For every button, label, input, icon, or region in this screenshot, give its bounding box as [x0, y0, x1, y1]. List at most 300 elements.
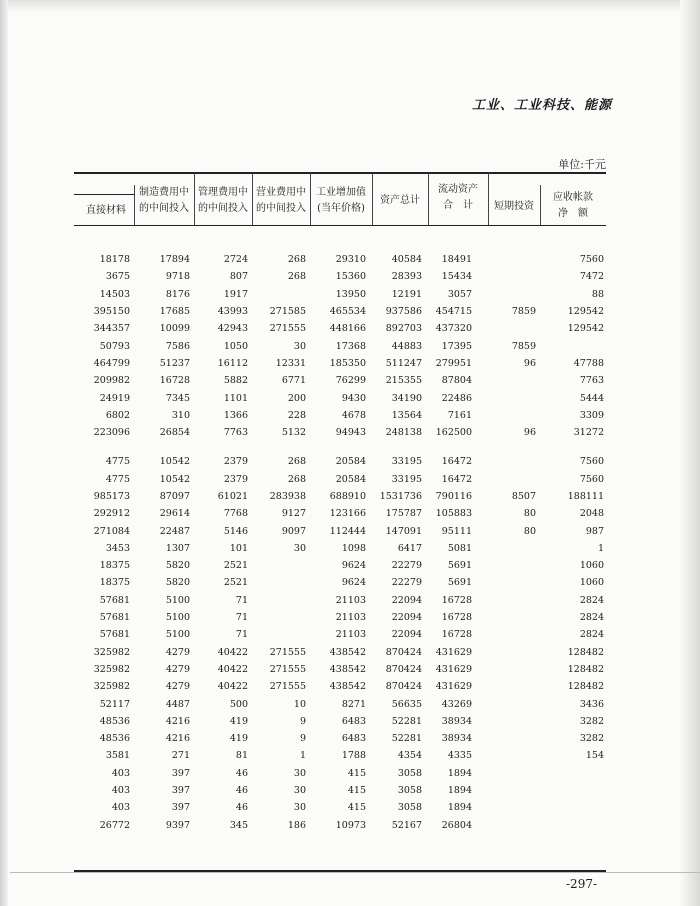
- table-cell: 16728: [441, 612, 472, 624]
- table-cell: [536, 765, 604, 782]
- table-row: [74, 471, 604, 488]
- table-cell: 51237: [159, 357, 190, 369]
- table-cell: 26854: [159, 427, 190, 439]
- table-cell: 2379: [223, 473, 248, 485]
- table-cell: 1: [597, 542, 604, 554]
- table-cell: 123166: [329, 508, 366, 520]
- table-cell: 9127: [281, 508, 306, 520]
- table-cell: 9718: [165, 271, 190, 283]
- table-cell: 3058: [397, 802, 422, 814]
- table-cell: 128482: [567, 663, 604, 675]
- table-cell: 870424: [385, 646, 422, 658]
- table-row: [74, 609, 604, 626]
- table-cell: 20584: [335, 473, 366, 485]
- table-cell: 1098: [341, 542, 366, 554]
- table-row: [74, 695, 604, 712]
- table-row: [74, 453, 604, 470]
- table-cell: 215355: [385, 375, 422, 387]
- table-cell: 7472: [579, 271, 604, 283]
- table-cell: 29310: [335, 254, 366, 266]
- table-cell: 5691: [447, 560, 472, 572]
- table-cell: 21103: [335, 629, 366, 641]
- table-cell: 397: [171, 802, 190, 814]
- page-number: -297-: [566, 877, 598, 891]
- table-cell: 8176: [165, 288, 190, 300]
- table-cell: [472, 695, 536, 712]
- table-cell: [536, 817, 604, 834]
- table-cell: 3453: [105, 542, 130, 554]
- table-cell: 21103: [335, 612, 366, 624]
- table-cell: 18178: [99, 254, 130, 266]
- table-cell: [536, 782, 604, 799]
- table-cell: 292912: [93, 508, 130, 520]
- scan-edge-top: [0, 0, 700, 12]
- table-cell: 310: [171, 409, 190, 421]
- table-cell: 17395: [441, 340, 472, 352]
- col-header-current-assets: 流动资产 合 计: [438, 184, 478, 211]
- table-cell: 7560: [579, 473, 604, 485]
- table-cell: 431629: [435, 681, 472, 693]
- table-row: [74, 522, 604, 539]
- table-cell: [472, 251, 536, 268]
- table-cell: 790116: [435, 491, 472, 502]
- table-cell: 128482: [567, 681, 604, 693]
- table-cell: 1060: [579, 560, 604, 572]
- table-cell: 271555: [269, 646, 306, 658]
- table-cell: 40584: [391, 254, 422, 266]
- table-cell: 4335: [447, 750, 472, 762]
- table-cell: 7859: [511, 306, 536, 318]
- table-cell: 807: [229, 271, 248, 283]
- table-cell: 437320: [435, 323, 472, 335]
- col-header-total-assets: 资产总计: [380, 195, 420, 206]
- table-row: [74, 661, 604, 678]
- table-sub-rule: [74, 194, 134, 195]
- table-cell: [472, 471, 536, 488]
- table-cell: [472, 453, 536, 470]
- table-cell: 101: [229, 542, 248, 554]
- table-cell: 1366: [223, 409, 248, 421]
- table-cell: 395150: [93, 306, 130, 318]
- table-cell: 30: [293, 802, 306, 814]
- table-cell: 40422: [217, 663, 248, 675]
- table-cell: 18375: [99, 560, 130, 572]
- unit-label: 单位:千元: [558, 158, 606, 171]
- table-cell: 688910: [329, 491, 366, 502]
- table-cell: 87097: [159, 491, 190, 502]
- table-cell: [472, 661, 536, 678]
- table-cell: 57681: [99, 612, 130, 624]
- table-cell: 56635: [391, 698, 422, 710]
- table-cell: 188111: [567, 491, 604, 502]
- table-cell: 33195: [391, 473, 422, 485]
- table-cell: 52281: [391, 715, 422, 727]
- table-cell: 1894: [447, 785, 472, 797]
- table-cell: 2521: [223, 577, 248, 589]
- table-cell: 4354: [397, 750, 422, 762]
- table-cell: 415: [347, 802, 366, 814]
- table-cell: 40422: [217, 646, 248, 658]
- table-cell: [472, 389, 536, 406]
- table-cell: 57681: [99, 594, 130, 606]
- table-cell: 128482: [567, 646, 604, 658]
- table-cell: [536, 337, 604, 354]
- table-cell: 95111: [441, 525, 472, 537]
- col-header-receivables: 应收帐款 净 额: [553, 192, 593, 219]
- table-cell: 448166: [329, 323, 366, 335]
- table-cell: 16728: [441, 629, 472, 641]
- table-row: [74, 268, 604, 285]
- table-cell: 6483: [341, 733, 366, 745]
- table-cell: 438542: [329, 663, 366, 675]
- table-cell: 71: [235, 629, 248, 641]
- table-cell: 26804: [441, 819, 472, 831]
- table-cell: [472, 678, 536, 695]
- table-cell: 1307: [165, 542, 190, 554]
- table-cell: 4216: [165, 715, 190, 727]
- table-cell: 112444: [329, 525, 366, 537]
- table-cell: 38934: [441, 715, 472, 727]
- table-cell: 4279: [165, 663, 190, 675]
- table-cell: 17368: [335, 340, 366, 352]
- table-cell: 465534: [329, 306, 366, 318]
- table-cell: 10542: [159, 473, 190, 485]
- table-cell: 3057: [447, 288, 472, 300]
- col-header-direct-materials: 直接材料: [86, 205, 126, 216]
- table-row: [74, 355, 604, 372]
- table-cell: 1101: [223, 392, 248, 404]
- table-cell: 30: [293, 340, 306, 352]
- table-cell: 985173: [93, 491, 130, 502]
- table-cell: 43269: [441, 698, 472, 710]
- table-cell: [472, 626, 536, 643]
- table-cell: 987: [585, 525, 604, 537]
- table-cell: 38934: [441, 733, 472, 745]
- table-cell: 271: [171, 750, 190, 762]
- table-cell: [472, 592, 536, 609]
- table-cell: 22094: [391, 594, 422, 606]
- table-row: [74, 372, 604, 389]
- table-cell: [472, 574, 536, 591]
- table-cell: 223096: [93, 427, 130, 439]
- table-cell: 2824: [579, 629, 604, 641]
- table-cell: 18491: [441, 254, 472, 266]
- table-row: [74, 389, 604, 406]
- table-cell: 10: [293, 698, 306, 710]
- table-row: [74, 407, 604, 424]
- table-cell: 129542: [567, 306, 604, 318]
- table-cell: [472, 747, 536, 764]
- table-cell: 870424: [385, 681, 422, 693]
- table-cell: 22094: [391, 612, 422, 624]
- table-cell: 7763: [579, 375, 604, 387]
- table-cell: 22486: [441, 392, 472, 404]
- table-cell: 13950: [335, 288, 366, 300]
- table-cell: 2824: [579, 594, 604, 606]
- table-cell: 4216: [165, 733, 190, 745]
- table-cell: 29614: [159, 508, 190, 520]
- table-cell: 209982: [93, 375, 130, 387]
- table-cell: 16472: [441, 456, 472, 468]
- table-cell: 15434: [441, 271, 472, 283]
- table-row: [74, 644, 604, 661]
- table-cell: 2824: [579, 612, 604, 624]
- group-spacer: [74, 441, 604, 453]
- table-cell: 40422: [217, 681, 248, 693]
- table-cell: 4678: [341, 409, 366, 421]
- table-cell: 9: [299, 733, 306, 745]
- table-cell: 511247: [385, 357, 422, 369]
- table-cell: 9624: [341, 577, 366, 589]
- table-cell: 10973: [335, 819, 366, 831]
- table-cell: 228: [287, 409, 306, 421]
- table-cell: 454715: [435, 306, 472, 318]
- table-cell: 248138: [385, 427, 422, 439]
- table-cell: 30: [293, 767, 306, 779]
- table-cell: 71: [235, 612, 248, 624]
- table-cell: [472, 407, 536, 424]
- table-cell: 47788: [573, 357, 604, 369]
- table-cell: [472, 320, 536, 337]
- table-cell: 13564: [391, 409, 422, 421]
- table-cell: 31272: [573, 427, 604, 439]
- col-header-short-investment: 短期投资: [494, 201, 534, 212]
- table-cell: 4279: [165, 681, 190, 693]
- table-cell: 5691: [447, 577, 472, 589]
- table-cell: 415: [347, 785, 366, 797]
- table-cell: 2048: [579, 508, 604, 520]
- table-cell: 279951: [435, 357, 472, 369]
- table-cell: 1050: [223, 340, 248, 352]
- table-cell: 325982: [93, 646, 130, 658]
- data-table: [74, 251, 604, 834]
- table-cell: 271084: [93, 525, 130, 537]
- table-cell: 2724: [223, 254, 248, 266]
- table-cell: 2521: [223, 560, 248, 572]
- table-cell: 15360: [335, 271, 366, 283]
- table-cell: 325982: [93, 663, 130, 675]
- table-row: [74, 678, 604, 695]
- table-cell: 283938: [269, 491, 306, 502]
- table-cell: 1894: [447, 802, 472, 814]
- table-cell: 3436: [579, 698, 604, 710]
- table-cell: 10542: [159, 456, 190, 468]
- table-cell: 3675: [105, 271, 130, 283]
- table-cell: 5820: [165, 560, 190, 572]
- table-cell: 26772: [99, 819, 130, 831]
- table-row: [74, 424, 604, 441]
- table-row: [74, 540, 604, 557]
- table-cell: 3581: [105, 750, 130, 762]
- table-cell: 42943: [217, 323, 248, 335]
- table-cell: 268: [287, 271, 306, 283]
- table-cell: 52281: [391, 733, 422, 745]
- table-cell: [472, 730, 536, 747]
- table-cell: 7161: [447, 409, 472, 421]
- table-cell: 268: [287, 456, 306, 468]
- table-cell: [472, 782, 536, 799]
- table-row: [74, 251, 604, 268]
- table-cell: 30: [293, 785, 306, 797]
- table-cell: 403: [111, 802, 130, 814]
- table-cell: 271555: [269, 681, 306, 693]
- table-row: [74, 303, 604, 320]
- table-cell: 9: [299, 715, 306, 727]
- table-cell: 7763: [223, 427, 248, 439]
- col-header-operating: 营业费用中 的中间投入: [256, 187, 306, 214]
- table-cell: 94943: [335, 427, 366, 439]
- table-cell: 186: [287, 819, 306, 831]
- table-cell: 415: [347, 767, 366, 779]
- table-cell: 7768: [223, 508, 248, 520]
- table-cell: 8271: [341, 698, 366, 710]
- table-cell: 22279: [391, 560, 422, 572]
- table-cell: 10099: [159, 323, 190, 335]
- table-cell: 5820: [165, 577, 190, 589]
- table-cell: 1060: [579, 577, 604, 589]
- table-cell: 5100: [165, 612, 190, 624]
- table-row: [74, 592, 604, 609]
- table-cell: 87804: [441, 375, 472, 387]
- table-cell: 46: [235, 767, 248, 779]
- table-cell: 8507: [511, 491, 536, 502]
- table-cell: [248, 557, 306, 574]
- table-cell: 892703: [385, 323, 422, 335]
- table-cell: 154: [585, 750, 604, 762]
- table-cell: 96: [523, 357, 536, 369]
- table-cell: 30: [293, 542, 306, 554]
- table-cell: 271585: [269, 306, 306, 318]
- table-cell: 22487: [159, 525, 190, 537]
- table-cell: 52167: [391, 819, 422, 831]
- table-cell: 3309: [579, 409, 604, 421]
- table-cell: 7859: [511, 340, 536, 352]
- table-cell: 1531736: [379, 491, 422, 502]
- table-cell: 147091: [385, 525, 422, 537]
- table-cell: 28393: [391, 271, 422, 283]
- table-row: [74, 730, 604, 747]
- running-header: 工业、工业科技、能源: [471, 98, 612, 113]
- table-row: [74, 713, 604, 730]
- table-cell: [472, 644, 536, 661]
- scan-edge-left: [0, 0, 8, 906]
- table-cell: 1894: [447, 767, 472, 779]
- table-cell: 5132: [281, 427, 306, 439]
- table-cell: [472, 799, 536, 816]
- table-cell: 96: [523, 427, 536, 439]
- table-cell: 5100: [165, 629, 190, 641]
- table-row: [74, 286, 604, 303]
- table-cell: [248, 626, 306, 643]
- table-cell: 6417: [397, 542, 422, 554]
- table-cell: 419: [229, 733, 248, 745]
- table-cell: 12331: [275, 357, 306, 369]
- table-cell: 80: [523, 508, 536, 520]
- table-cell: 46: [235, 785, 248, 797]
- table-cell: 419: [229, 715, 248, 727]
- table-cell: 33195: [391, 456, 422, 468]
- table-cell: 1: [299, 750, 306, 762]
- table-header-rule: [74, 225, 606, 226]
- table-cell: 18375: [99, 577, 130, 589]
- table-cell: 268: [287, 473, 306, 485]
- table-top-rule: [74, 172, 606, 174]
- table-cell: 325982: [93, 681, 130, 693]
- table-cell: 48536: [99, 733, 130, 745]
- table-cell: [472, 765, 536, 782]
- table-cell: 1917: [223, 288, 248, 300]
- col-header-value-added: 工业增加值 (当年价格): [316, 187, 366, 214]
- table-cell: 16112: [217, 357, 248, 369]
- table-cell: 46: [235, 802, 248, 814]
- table-cell: 397: [171, 767, 190, 779]
- table-row: [74, 747, 604, 764]
- table-row: [74, 817, 604, 834]
- table-row: [74, 574, 604, 591]
- table-cell: 175787: [385, 508, 422, 520]
- table-cell: 52117: [99, 698, 130, 710]
- table-cell: 6483: [341, 715, 366, 727]
- table-cell: 50793: [99, 340, 130, 352]
- table-cell: 24919: [99, 392, 130, 404]
- table-row: [74, 505, 604, 522]
- table-cell: 21103: [335, 594, 366, 606]
- table-cell: 3058: [397, 785, 422, 797]
- table-cell: 3282: [579, 715, 604, 727]
- table-cell: 9430: [341, 392, 366, 404]
- scan-edge-right: [680, 0, 700, 906]
- table-cell: 271555: [269, 323, 306, 335]
- table-cell: 88: [591, 288, 604, 300]
- table-cell: 271555: [269, 663, 306, 675]
- table-cell: 76299: [335, 375, 366, 387]
- table-cell: 14503: [99, 288, 130, 300]
- table-cell: 4775: [105, 456, 130, 468]
- table-cell: 80: [523, 525, 536, 537]
- col-header-manufacturing: 制造费用中 的中间投入: [139, 187, 189, 214]
- table-cell: 937586: [385, 306, 422, 318]
- table-cell: 4775: [105, 473, 130, 485]
- table-cell: 4487: [165, 698, 190, 710]
- table-cell: 5146: [223, 525, 248, 537]
- table-cell: 4279: [165, 646, 190, 658]
- table-cell: 71: [235, 594, 248, 606]
- col-header-management: 管理费用中 的中间投入: [198, 187, 248, 214]
- table-cell: 3282: [579, 733, 604, 745]
- table-cell: 268: [287, 254, 306, 266]
- table-cell: 9397: [165, 819, 190, 831]
- table-cell: [536, 799, 604, 816]
- table-cell: 5444: [579, 392, 604, 404]
- table-cell: 12191: [391, 288, 422, 300]
- table-cell: 438542: [329, 681, 366, 693]
- table-cell: 431629: [435, 663, 472, 675]
- table-cell: 5081: [447, 542, 472, 554]
- table-cell: 17685: [159, 306, 190, 318]
- table-cell: [472, 817, 536, 834]
- table-cell: 20584: [335, 456, 366, 468]
- table-cell: [472, 540, 536, 557]
- table-cell: 44883: [391, 340, 422, 352]
- table-row: [74, 320, 604, 337]
- table-cell: [248, 592, 306, 609]
- table-cell: 48536: [99, 715, 130, 727]
- table-cell: [472, 372, 536, 389]
- table-cell: 403: [111, 785, 130, 797]
- table-cell: 438542: [329, 646, 366, 658]
- table-cell: 129542: [567, 323, 604, 335]
- table-cell: 34190: [391, 392, 422, 404]
